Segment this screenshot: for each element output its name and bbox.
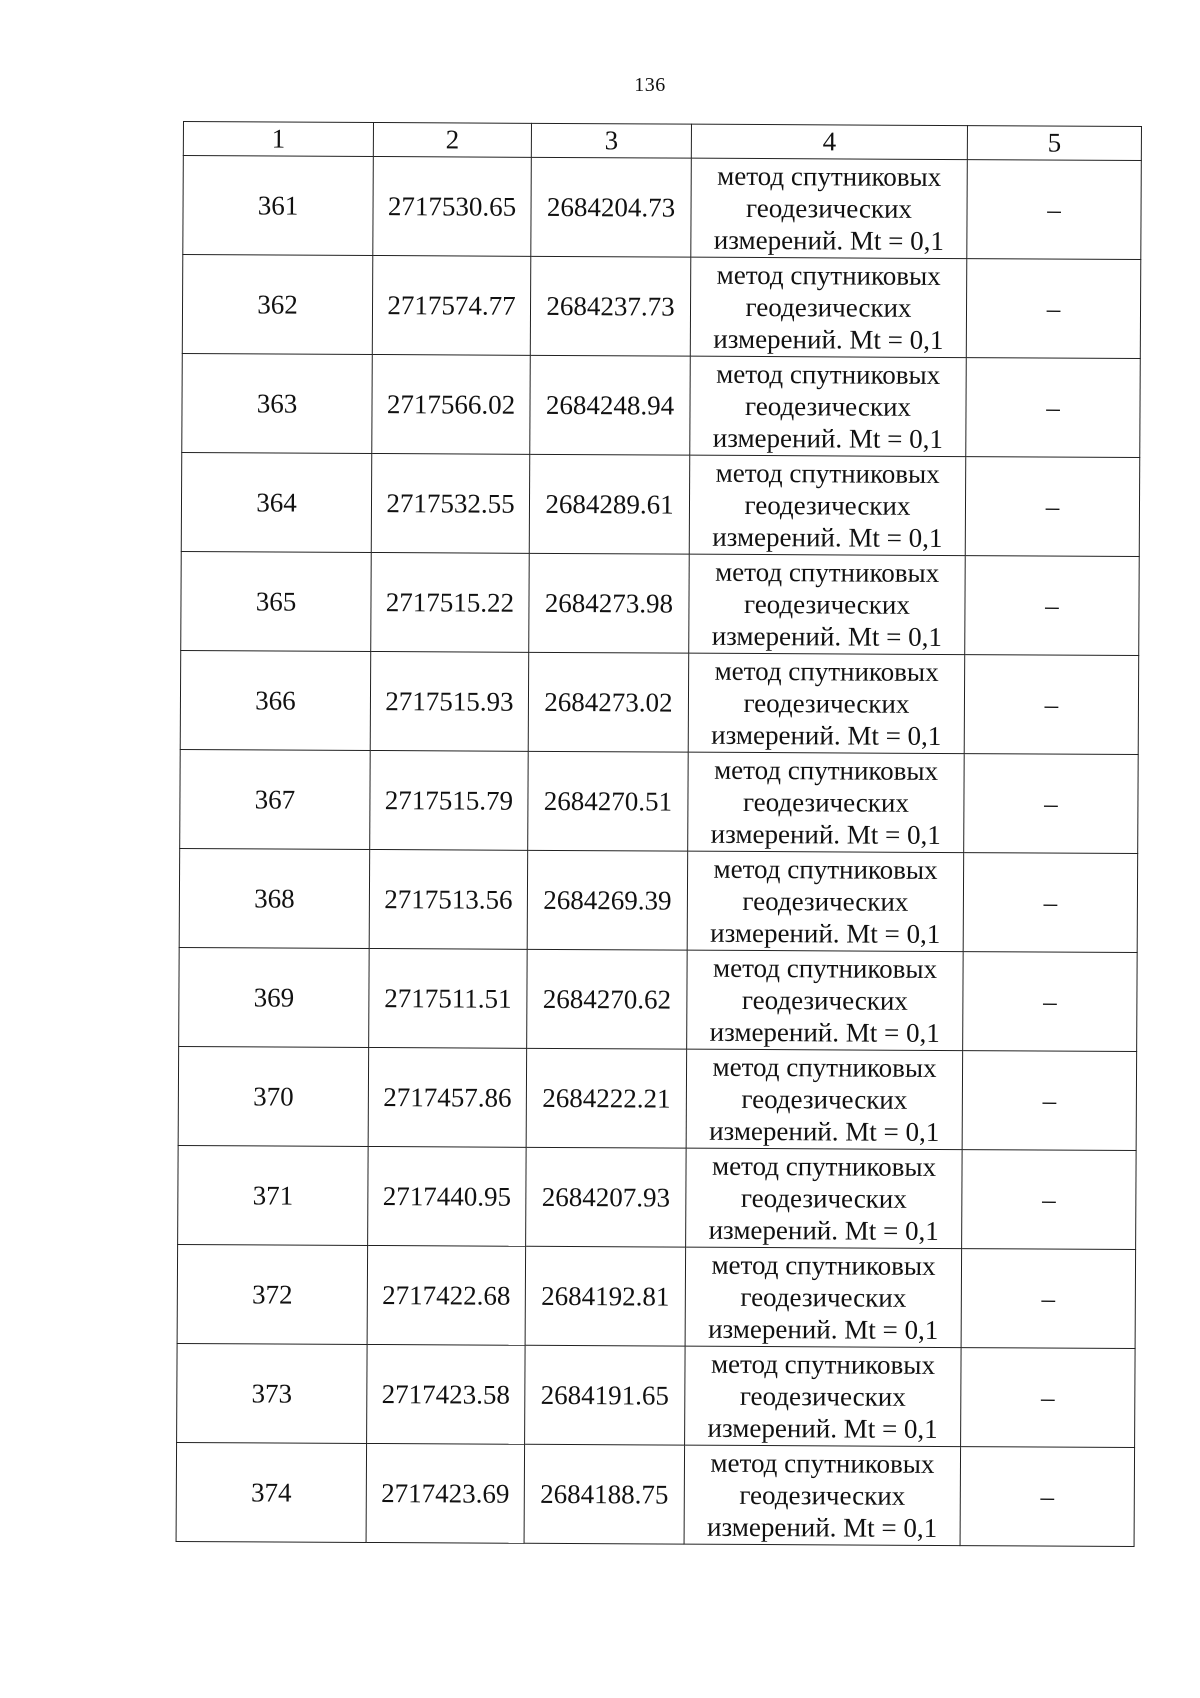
method-line: геодезических	[743, 588, 910, 620]
note-cell: –	[965, 457, 1140, 557]
note-cell: –	[964, 754, 1139, 854]
y-coordinate-cell: 2684204.73	[531, 157, 692, 257]
method-line: геодезических	[740, 1182, 907, 1214]
y-coordinate-cell: 2684188.75	[524, 1444, 685, 1544]
y-coordinate-cell: 2684191.65	[525, 1345, 686, 1445]
point-number-cell: 373	[177, 1343, 368, 1443]
method-cell	[684, 1445, 961, 1545]
x-coordinate-cell: 2717515.93	[370, 651, 529, 751]
method-cell	[690, 356, 967, 456]
note-cell: –	[963, 853, 1138, 953]
table-row	[182, 353, 1141, 457]
y-coordinate-cell: 2684237.73	[530, 256, 691, 356]
table-row	[176, 1442, 1135, 1546]
point-number-cell: 362	[182, 255, 373, 355]
method-line: измерений. Mt = 0,1	[712, 521, 943, 553]
y-coordinate-cell: 2684273.02	[528, 652, 689, 752]
method-line: измерений. Mt = 0,1	[707, 1511, 938, 1543]
point-number-cell: 366	[180, 650, 371, 750]
method-line: геодезических	[742, 786, 909, 818]
x-coordinate-cell: 2717515.79	[370, 750, 529, 850]
method-line: измерений. Mt = 0,1	[713, 224, 945, 256]
method-line: метод спутниковых	[710, 1348, 936, 1380]
note-cell: –	[962, 1150, 1137, 1250]
table-row	[178, 1145, 1137, 1249]
note-cell: –	[965, 556, 1140, 656]
note-cell: –	[963, 952, 1138, 1052]
method-line: метод спутниковых	[712, 1051, 937, 1083]
y-coordinate-cell: 2684222.21	[526, 1048, 687, 1148]
method-line: геодезических	[739, 1380, 906, 1412]
x-coordinate-cell: 2717574.77	[372, 255, 531, 355]
point-number-cell: 374	[176, 1442, 367, 1542]
method-line: измерений. Mt = 0,1	[709, 1016, 940, 1048]
table-row	[182, 255, 1141, 359]
x-coordinate-cell: 2717530.65	[373, 156, 532, 256]
x-coordinate-cell: 2717457.86	[368, 1047, 527, 1147]
coordinates-table-container	[176, 121, 1141, 1547]
y-coordinate-cell: 2684248.94	[530, 355, 691, 455]
method-cell	[687, 851, 964, 951]
table-row	[181, 452, 1140, 556]
x-coordinate-cell: 2717423.58	[367, 1344, 526, 1444]
method-cell	[689, 455, 966, 555]
method-line: геодезических	[740, 1281, 907, 1313]
method-cell	[689, 554, 966, 654]
table-header-row	[183, 122, 1141, 161]
page-number: 136	[634, 74, 666, 96]
x-coordinate-cell: 2717440.95	[368, 1146, 527, 1246]
method-cell	[686, 1049, 963, 1149]
y-coordinate-cell: 2684270.51	[528, 751, 689, 851]
y-coordinate-cell: 2684269.39	[527, 850, 688, 950]
column-header: 5	[967, 126, 1141, 161]
y-coordinate-cell: 2684273.98	[529, 553, 690, 653]
note-cell: –	[967, 160, 1142, 260]
point-number-cell: 371	[178, 1145, 369, 1245]
method-line: измерений. Mt = 0,1	[713, 323, 944, 355]
table-row	[177, 1244, 1136, 1348]
table-row	[180, 650, 1139, 754]
y-coordinate-cell: 2684207.93	[526, 1147, 687, 1247]
method-line: геодезических	[744, 390, 912, 422]
point-number-cell: 364	[181, 452, 372, 552]
method-cell	[688, 752, 965, 852]
method-cell	[685, 1247, 962, 1347]
method-cell	[690, 257, 967, 357]
method-line: метод спутниковых	[712, 952, 938, 984]
point-number-cell: 367	[180, 749, 371, 849]
method-cell	[688, 653, 965, 753]
point-number-cell: 363	[182, 353, 373, 453]
method-line: метод спутниковых	[715, 457, 940, 489]
note-cell: –	[962, 1051, 1137, 1151]
method-line: измерений. Mt = 0,1	[710, 917, 941, 949]
x-coordinate-cell: 2717515.22	[371, 552, 530, 652]
table-row	[179, 848, 1138, 952]
method-line: геодезических	[743, 687, 910, 719]
y-coordinate-cell: 2684270.62	[527, 949, 688, 1049]
table-row	[178, 1046, 1137, 1150]
point-number-cell: 369	[179, 947, 370, 1047]
note-cell: –	[961, 1249, 1136, 1349]
y-coordinate-cell: 2684192.81	[525, 1246, 686, 1346]
column-header: 3	[531, 123, 691, 158]
method-line: метод спутниковых	[710, 1447, 935, 1479]
method-line: метод спутниковых	[713, 853, 938, 885]
y-coordinate-cell: 2684289.61	[529, 454, 690, 554]
table-row	[181, 551, 1140, 655]
method-line: геодезических	[745, 291, 912, 323]
method-line: геодезических	[746, 192, 913, 224]
note-cell: –	[966, 358, 1141, 458]
point-number-cell: 361	[183, 156, 374, 256]
method-line: измерений. Mt = 0,1	[708, 1313, 939, 1345]
method-cell	[687, 950, 964, 1050]
method-line: метод спутниковых	[716, 358, 941, 390]
point-number-cell: 368	[179, 848, 370, 948]
x-coordinate-cell: 2717566.02	[372, 354, 531, 454]
table-row	[177, 1343, 1136, 1447]
method-line: метод спутниковых	[711, 1249, 936, 1281]
method-line: метод спутниковых	[711, 1150, 937, 1182]
note-cell: –	[961, 1348, 1136, 1448]
column-header: 4	[691, 124, 967, 159]
table-row	[179, 947, 1138, 1051]
coordinates-table	[176, 121, 1142, 1547]
method-line: геодезических	[744, 489, 911, 521]
column-header: 2	[373, 122, 531, 157]
method-line: измерений. Mt = 0,1	[711, 719, 942, 751]
method-line: метод спутниковых	[715, 556, 940, 588]
method-line: геодезических	[739, 1479, 906, 1511]
method-line: измерений. Mt = 0,1	[712, 422, 943, 454]
method-line: метод спутниковых	[714, 754, 939, 786]
note-cell: –	[964, 655, 1139, 755]
method-line: геодезических	[741, 984, 908, 1016]
method-cell	[685, 1346, 962, 1446]
x-coordinate-cell: 2717532.55	[371, 453, 530, 553]
point-number-cell: 372	[177, 1244, 368, 1344]
method-line: метод спутниковых	[714, 655, 939, 687]
note-cell: –	[960, 1447, 1135, 1547]
x-coordinate-cell: 2717513.56	[369, 849, 528, 949]
method-line: измерений. Mt = 0,1	[711, 620, 942, 652]
x-coordinate-cell: 2717511.51	[369, 948, 528, 1048]
column-header: 1	[183, 122, 373, 157]
table-row	[183, 156, 1142, 260]
x-coordinate-cell: 2717422.68	[367, 1245, 526, 1345]
table-body	[176, 156, 1141, 1547]
method-line: измерений. Mt = 0,1	[707, 1412, 938, 1444]
method-line: измерений. Mt = 0,1	[710, 818, 941, 850]
method-cell	[686, 1148, 963, 1248]
method-line: измерений. Mt = 0,1	[709, 1115, 940, 1147]
method-line: метод спутниковых	[717, 160, 942, 192]
note-cell: –	[966, 259, 1141, 359]
method-line: геодезических	[742, 885, 909, 917]
point-number-cell: 365	[181, 551, 372, 651]
method-line: измерений. Mt = 0,1	[708, 1214, 939, 1246]
method-cell	[691, 158, 968, 258]
table-row	[180, 749, 1139, 853]
x-coordinate-cell: 2717423.69	[366, 1443, 525, 1543]
point-number-cell: 370	[178, 1046, 369, 1146]
method-line: геодезических	[741, 1083, 908, 1115]
method-line: метод спутниковых	[716, 259, 941, 291]
